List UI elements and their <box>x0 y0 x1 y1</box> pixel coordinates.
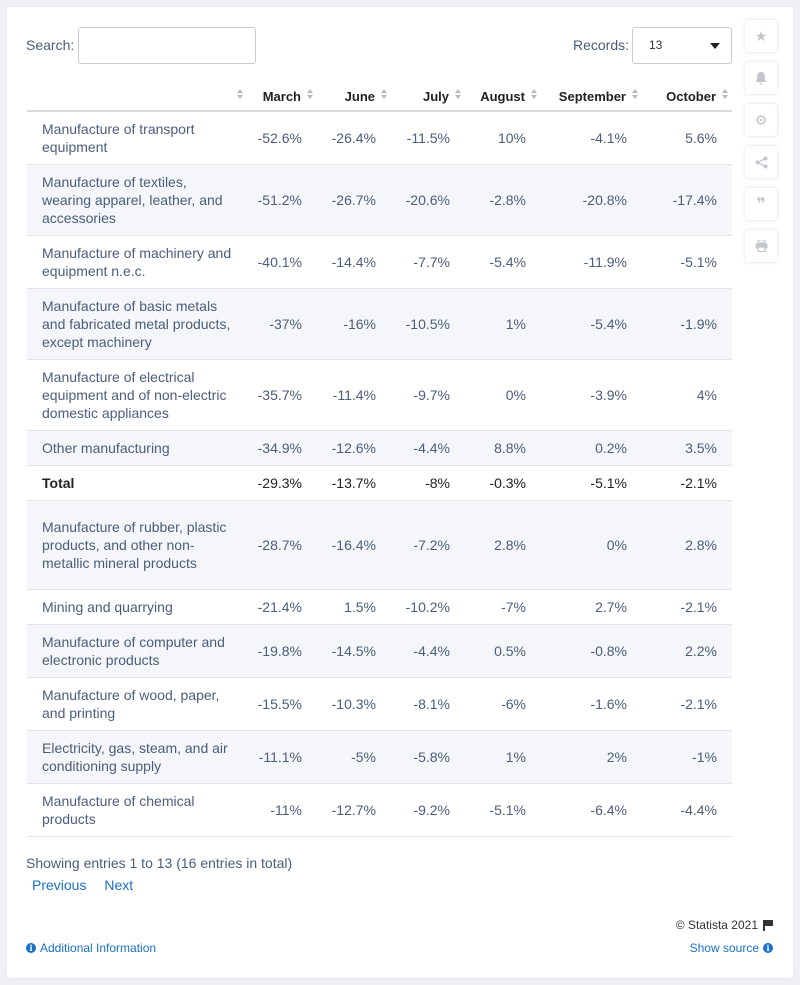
table-cell: -6% <box>465 677 541 730</box>
column-header-july[interactable] <box>391 83 465 111</box>
table-cell: -19.8% <box>247 624 317 677</box>
table-cell: 3.5% <box>642 430 732 465</box>
table-cell: -11% <box>247 783 317 836</box>
info-icon: i <box>26 943 36 953</box>
info-icon: i <box>763 943 773 953</box>
data-table <box>27 83 732 837</box>
share-icon[interactable] <box>745 146 777 178</box>
additional-information-link[interactable] <box>26 941 156 955</box>
chevron-down-icon <box>710 43 720 49</box>
bell-icon[interactable] <box>745 62 777 94</box>
table-cell: -4.4% <box>642 783 732 836</box>
table-cell: -9.7% <box>391 359 465 430</box>
flag-icon[interactable] <box>763 920 773 931</box>
table-cell: 10% <box>465 111 541 164</box>
table-cell: 0% <box>541 500 642 589</box>
column-header-june[interactable] <box>317 83 391 111</box>
table-cell: -52.6% <box>247 111 317 164</box>
table-cell: -2.1% <box>642 589 732 624</box>
table-cell: -12.7% <box>317 783 391 836</box>
table-cell: -8% <box>391 465 465 500</box>
sort-icon <box>237 89 243 99</box>
sort-icon <box>455 89 461 99</box>
table-cell: -7% <box>465 589 541 624</box>
column-header-label: June <box>344 89 375 104</box>
table-cell: 2% <box>541 730 642 783</box>
entries-summary: Showing entries 1 to 13 (16 entries in total) <box>26 855 293 871</box>
table-cell: -37% <box>247 288 317 359</box>
table-cell: -1% <box>642 730 732 783</box>
table-cell: -16.4% <box>317 500 391 589</box>
table-cell: -20.8% <box>541 164 642 235</box>
table-cell: -7.2% <box>391 500 465 589</box>
records-value: 13 <box>649 38 663 52</box>
table-cell: -2.1% <box>642 465 732 500</box>
pagination <box>32 877 147 893</box>
table-row <box>27 430 732 465</box>
table-row <box>27 500 732 589</box>
sort-icon <box>307 89 313 99</box>
table-row <box>27 730 732 783</box>
column-header-label: August <box>480 89 525 104</box>
table-row <box>27 624 732 677</box>
show-source-link[interactable] <box>690 941 773 955</box>
table-cell: -7.7% <box>391 235 465 288</box>
table-cell: -5.4% <box>465 235 541 288</box>
table-cell: 2.2% <box>642 624 732 677</box>
table-cell: -26.7% <box>317 164 391 235</box>
table-row <box>27 783 732 836</box>
table-cell: -13.7% <box>317 465 391 500</box>
table-cell: 2.8% <box>465 500 541 589</box>
table-cell: -35.7% <box>247 359 317 430</box>
table-row <box>27 677 732 730</box>
table-cell: 0.2% <box>541 430 642 465</box>
records-label: Records: <box>573 37 630 53</box>
row-label: Manufacture of rubber, plastic products, and other non-metallic mineral products <box>27 500 247 589</box>
table-cell: 1.5% <box>317 589 391 624</box>
row-label: Mining and quarrying <box>27 589 247 624</box>
table-cell: -26.4% <box>317 111 391 164</box>
table-cell: -11.9% <box>541 235 642 288</box>
table-cell: 1% <box>465 288 541 359</box>
row-label: Electricity, gas, steam, and air conditioning supply <box>27 730 247 783</box>
table-cell: -14.4% <box>317 235 391 288</box>
print-icon[interactable] <box>745 230 777 262</box>
column-header-label: July <box>422 89 449 104</box>
column-header-label: September <box>558 89 626 104</box>
table-cell: -4.1% <box>541 111 642 164</box>
additional-information-label: Additional Information <box>40 941 157 955</box>
table-cell: -11.4% <box>317 359 391 430</box>
table-cell: -5.4% <box>541 288 642 359</box>
table-cell: -10.3% <box>317 677 391 730</box>
table-cell: 0.5% <box>465 624 541 677</box>
table-cell: -8.1% <box>391 677 465 730</box>
search-input[interactable] <box>78 27 256 64</box>
table-cell: -2.1% <box>642 677 732 730</box>
table-cell: 5.6% <box>642 111 732 164</box>
table-cell: -0.3% <box>465 465 541 500</box>
table-cell: -20.6% <box>391 164 465 235</box>
table-cell: -16% <box>317 288 391 359</box>
column-header-label: October <box>666 89 716 104</box>
row-label: Manufacture of wood, paper, and printing <box>27 677 247 730</box>
table-cell: -21.4% <box>247 589 317 624</box>
show-source-label: Show source <box>689 941 759 955</box>
table-cell: -11.5% <box>391 111 465 164</box>
tool-sidebar <box>745 20 777 262</box>
table-cell: -5% <box>317 730 391 783</box>
table-row <box>27 111 732 164</box>
copyright <box>676 918 773 932</box>
table-header-row <box>27 83 732 111</box>
table-cell: -1.9% <box>642 288 732 359</box>
star-icon[interactable]: ★ <box>745 20 777 52</box>
table-cell: -12.6% <box>317 430 391 465</box>
table-cell: -11.1% <box>247 730 317 783</box>
table-cell: -40.1% <box>247 235 317 288</box>
column-header-september[interactable] <box>541 83 642 111</box>
table-row <box>27 288 732 359</box>
row-label: Manufacture of machinery and equipment n.e.c. <box>27 235 247 288</box>
row-label: Manufacture of basic metals and fabricated metal products, except machinery <box>27 288 247 359</box>
table-cell: -10.5% <box>391 288 465 359</box>
table-cell: -15.5% <box>247 677 317 730</box>
table-cell: -51.2% <box>247 164 317 235</box>
table-row <box>27 235 732 288</box>
column-header-october[interactable] <box>642 83 732 111</box>
table-cell: -5.1% <box>541 465 642 500</box>
records-select[interactable] <box>632 27 732 64</box>
table-cell: -28.7% <box>247 500 317 589</box>
table-cell: -9.2% <box>391 783 465 836</box>
table-cell: 0% <box>465 359 541 430</box>
table-cell: 2.7% <box>541 589 642 624</box>
table-cell: -10.2% <box>391 589 465 624</box>
sort-icon <box>722 89 728 99</box>
copyright-text: © Statista 2021 <box>675 918 758 932</box>
table-cell: -14.5% <box>317 624 391 677</box>
row-label: Manufacture of electrical equipment and of non-electric domestic appliances <box>27 359 247 430</box>
column-header-category[interactable] <box>27 83 247 111</box>
table-cell: -2.8% <box>465 164 541 235</box>
sort-icon <box>531 89 537 99</box>
table-cell: 4% <box>642 359 732 430</box>
table-cell: -5.1% <box>642 235 732 288</box>
row-label: Manufacture of computer and electronic products <box>27 624 247 677</box>
search-label: Search: <box>26 37 75 53</box>
table-row <box>27 589 732 624</box>
table-cell: -5.8% <box>391 730 465 783</box>
table-cell: -6.4% <box>541 783 642 836</box>
table-cell: -5.1% <box>465 783 541 836</box>
row-label: Other manufacturing <box>27 430 247 465</box>
table-body <box>27 111 732 836</box>
table-cell: 2.8% <box>642 500 732 589</box>
next-button[interactable]: Next <box>104 877 134 893</box>
table-row <box>27 465 732 500</box>
table-cell: -1.6% <box>541 677 642 730</box>
table-row <box>27 164 732 235</box>
table-cell: -0.8% <box>541 624 642 677</box>
column-header-label: March <box>262 89 301 104</box>
table-row <box>27 359 732 430</box>
table-cell: -34.9% <box>247 430 317 465</box>
table-cell: 8.8% <box>465 430 541 465</box>
column-header-august[interactable] <box>465 83 541 111</box>
row-label: Manufacture of chemical products <box>27 783 247 836</box>
row-label: Total <box>27 465 247 500</box>
table-cell: 1% <box>465 730 541 783</box>
gear-icon[interactable]: ⚙ <box>745 104 777 136</box>
table-cell: -4.4% <box>391 624 465 677</box>
table-cell: -3.9% <box>541 359 642 430</box>
column-header-march[interactable] <box>247 83 317 111</box>
statistic-card <box>7 7 793 978</box>
previous-button[interactable]: Previous <box>32 877 87 893</box>
table-cell: -17.4% <box>642 164 732 235</box>
quote-icon[interactable]: ❞ <box>745 188 777 220</box>
table-cell: -29.3% <box>247 465 317 500</box>
row-label: Manufacture of transport equipment <box>27 111 247 164</box>
sort-icon <box>632 89 638 99</box>
row-label: Manufacture of textiles, wearing apparel, leather, and accessories <box>27 164 247 235</box>
sort-icon <box>381 89 387 99</box>
table-cell: -4.4% <box>391 430 465 465</box>
